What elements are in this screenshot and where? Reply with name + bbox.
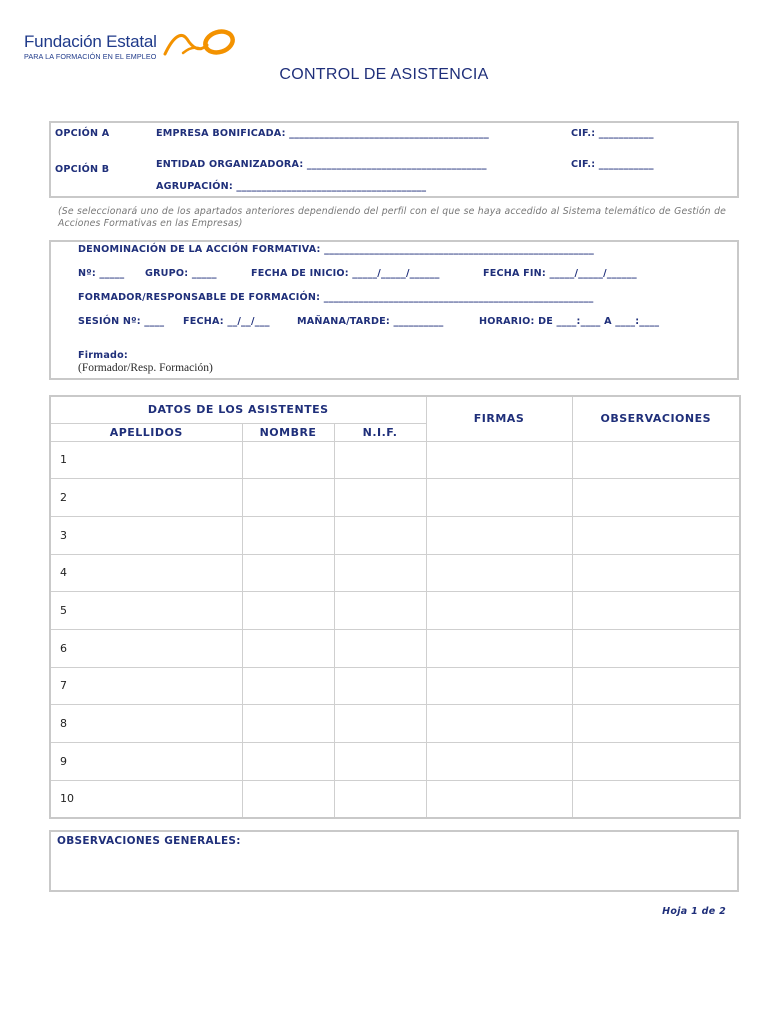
apellidos-cell[interactable] (242, 479, 334, 517)
apellidos-cell[interactable] (242, 667, 334, 705)
row-number: 6 (50, 629, 242, 667)
table-row (50, 667, 740, 705)
fecha-fin-field[interactable]: FECHA FIN: _____/_____/______ (483, 268, 637, 279)
row-number: 2 (50, 479, 242, 517)
firmado-label: Firmado: (78, 350, 128, 361)
apellidos-cell[interactable] (242, 516, 334, 554)
nif-cell[interactable] (426, 780, 572, 818)
firmado-note: (Formador/Resp. Formación) (78, 362, 213, 374)
nif-cell[interactable] (426, 705, 572, 743)
nombre-cell[interactable] (334, 479, 426, 517)
nombre-cell[interactable] (334, 705, 426, 743)
firma-cell[interactable] (572, 743, 740, 781)
table-row (50, 629, 740, 667)
row-number: 5 (50, 592, 242, 630)
row-number: 9 (50, 743, 242, 781)
numero-field[interactable]: Nº: _____ (78, 268, 125, 279)
row-number: 7 (50, 667, 242, 705)
table-row (50, 479, 740, 517)
nombre-cell[interactable] (334, 441, 426, 479)
manana-tarde-field[interactable]: MAÑANA/TARDE: __________ (297, 316, 444, 327)
apellidos-cell[interactable] (242, 743, 334, 781)
row-number: 1 (50, 441, 242, 479)
firma-cell[interactable] (572, 780, 740, 818)
nombre-cell[interactable] (334, 667, 426, 705)
empresa-field[interactable]: EMPRESA BONIFICADA: ________________________________________ (156, 128, 490, 139)
nif-cell[interactable] (426, 554, 572, 592)
firma-cell[interactable] (572, 441, 740, 479)
denominacion-field[interactable]: DENOMINACIÓN DE LA ACCIÓN FORMATIVA: ______________________________________________________ (78, 244, 594, 255)
entidad-field[interactable]: ENTIDAD ORGANIZADORA: ____________________________________ (156, 159, 487, 170)
option-a-label: OPCIÓN A (55, 128, 110, 139)
cif-a-field[interactable]: CIF.: ___________ (571, 128, 654, 139)
fecha-field[interactable]: FECHA: __/__/___ (183, 316, 270, 327)
page-number: Hoja 1 de 2 (662, 906, 726, 917)
table-row (50, 592, 740, 630)
row-number: 3 (50, 516, 242, 554)
nombre-cell[interactable] (334, 780, 426, 818)
sesion-field[interactable]: SESIÓN Nº: ____ (78, 316, 165, 327)
nombre-cell[interactable] (334, 743, 426, 781)
grupo-field[interactable]: GRUPO: _____ (145, 268, 217, 279)
nombre-cell[interactable] (334, 592, 426, 630)
firma-cell[interactable] (572, 554, 740, 592)
apellidos-cell[interactable] (242, 554, 334, 592)
apellidos-cell[interactable] (242, 592, 334, 630)
logo-name: Fundación Estatal (24, 32, 157, 51)
general-observations-label: OBSERVACIONES GENERALES: (57, 835, 241, 847)
observaciones-header: OBSERVACIONES (572, 396, 740, 441)
logo-mark-icon (159, 27, 237, 61)
table-row (50, 441, 740, 479)
attendees-header: DATOS DE LOS ASISTENTES (50, 396, 426, 423)
firma-cell[interactable] (572, 479, 740, 517)
cif-b-field[interactable]: CIF.: ___________ (571, 159, 654, 170)
formador-field[interactable]: FORMADOR/RESPONSABLE DE FORMACIÓN: ______________________________________________________ (78, 292, 594, 303)
apellidos-cell[interactable] (242, 705, 334, 743)
row-number: 4 (50, 554, 242, 592)
nif-cell[interactable] (426, 629, 572, 667)
nif-header: N.I.F. (334, 423, 426, 441)
general-observations-section[interactable] (49, 830, 739, 892)
nombre-cell[interactable] (334, 554, 426, 592)
nif-cell[interactable] (426, 743, 572, 781)
firmas-header: FIRMAS (426, 396, 572, 441)
table-row (50, 780, 740, 818)
logo (24, 30, 264, 70)
nif-cell[interactable] (426, 441, 572, 479)
nif-cell[interactable] (426, 667, 572, 705)
nombre-header: NOMBRE (242, 423, 334, 441)
apellidos-cell[interactable] (242, 629, 334, 667)
attendance-table (49, 395, 741, 819)
selection-note: (Se seleccionará uno de los apartados anteriores dependiendo del perfil con el que se haya accedido al Sistema telemático de Gestión de Acciones Formativas en las Empresas) (58, 206, 726, 229)
table-row (50, 516, 740, 554)
nif-cell[interactable] (426, 479, 572, 517)
nombre-cell[interactable] (334, 516, 426, 554)
page-title: CONTROL DE ASISTENCIA (279, 66, 489, 83)
action-section (49, 240, 739, 380)
table-row (50, 705, 740, 743)
nombre-cell[interactable] (334, 629, 426, 667)
firma-cell[interactable] (572, 705, 740, 743)
option-b-label: OPCIÓN B (55, 164, 110, 175)
table-row (50, 743, 740, 781)
firma-cell[interactable] (572, 629, 740, 667)
apellidos-cell[interactable] (242, 441, 334, 479)
nif-cell[interactable] (426, 516, 572, 554)
firma-cell[interactable] (572, 592, 740, 630)
logo-tagline: PARA LA FORMACIÓN EN EL EMPLEO (24, 52, 157, 61)
fecha-inicio-field[interactable]: FECHA DE INICIO: _____/_____/______ (251, 268, 440, 279)
row-number: 10 (50, 780, 242, 818)
row-number: 8 (50, 705, 242, 743)
horario-field[interactable]: HORARIO: DE ____:____ A ____:____ (479, 316, 660, 327)
apellidos-header: APELLIDOS (50, 423, 242, 441)
firma-cell[interactable] (572, 516, 740, 554)
agrupacion-field[interactable]: AGRUPACIÓN: ______________________________________ (156, 181, 427, 192)
firma-cell[interactable] (572, 667, 740, 705)
nif-cell[interactable] (426, 592, 572, 630)
apellidos-cell[interactable] (242, 780, 334, 818)
table-row (50, 554, 740, 592)
